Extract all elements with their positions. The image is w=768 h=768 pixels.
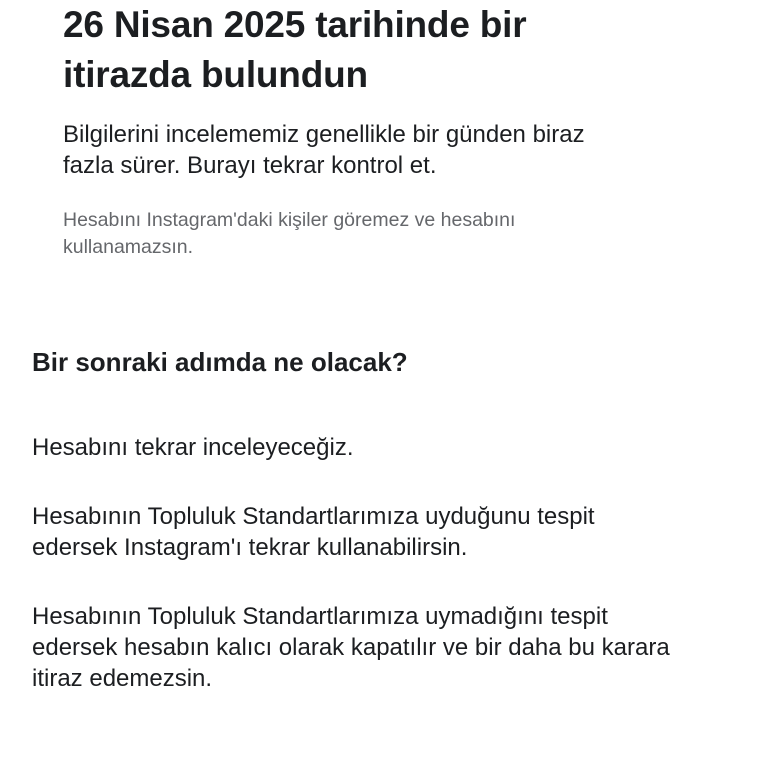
appeal-summary <box>63 0 743 261</box>
next-steps-section <box>32 343 752 694</box>
next-steps-heading: Bir sonraki adımda ne olacak? <box>32 347 408 377</box>
next-step-item <box>32 501 752 563</box>
next-step-line: Hesabının Topluluk Standartlarımıza uymadığını tespit <box>32 603 608 630</box>
review-time-info <box>63 119 663 181</box>
next-step-item <box>32 601 752 694</box>
page-title <box>63 0 623 100</box>
review-info-line: fazla sürer. Burayı tekrar kontrol et. <box>63 152 437 179</box>
page-title-line: 26 Nisan 2025 tarihinde bir <box>63 4 527 45</box>
next-step-line: edersek Instagram'ı tekrar kullanabilirsin. <box>32 534 468 561</box>
next-step-item <box>32 432 752 463</box>
account-note-line: Hesabını Instagram'daki kişiler göremez ve hesabını <box>63 209 516 231</box>
account-note-line: kullanamazsın. <box>63 236 194 258</box>
next-step-line: itiraz edemezsin. <box>32 665 213 692</box>
next-step-line: Hesabını tekrar inceleyeceğiz. <box>32 434 354 461</box>
account-hidden-note <box>63 207 663 261</box>
review-info-line: Bilgilerini incelememiz genellikle bir günden biraz <box>63 121 585 148</box>
next-step-line: Hesabının Topluluk Standartlarımıza uyduğunu tespit <box>32 503 595 530</box>
page-title-line: itirazda bulundun <box>63 54 368 95</box>
next-step-line: edersek hesabın kalıcı olarak kapatılır ve bir daha bu karara <box>32 634 670 661</box>
